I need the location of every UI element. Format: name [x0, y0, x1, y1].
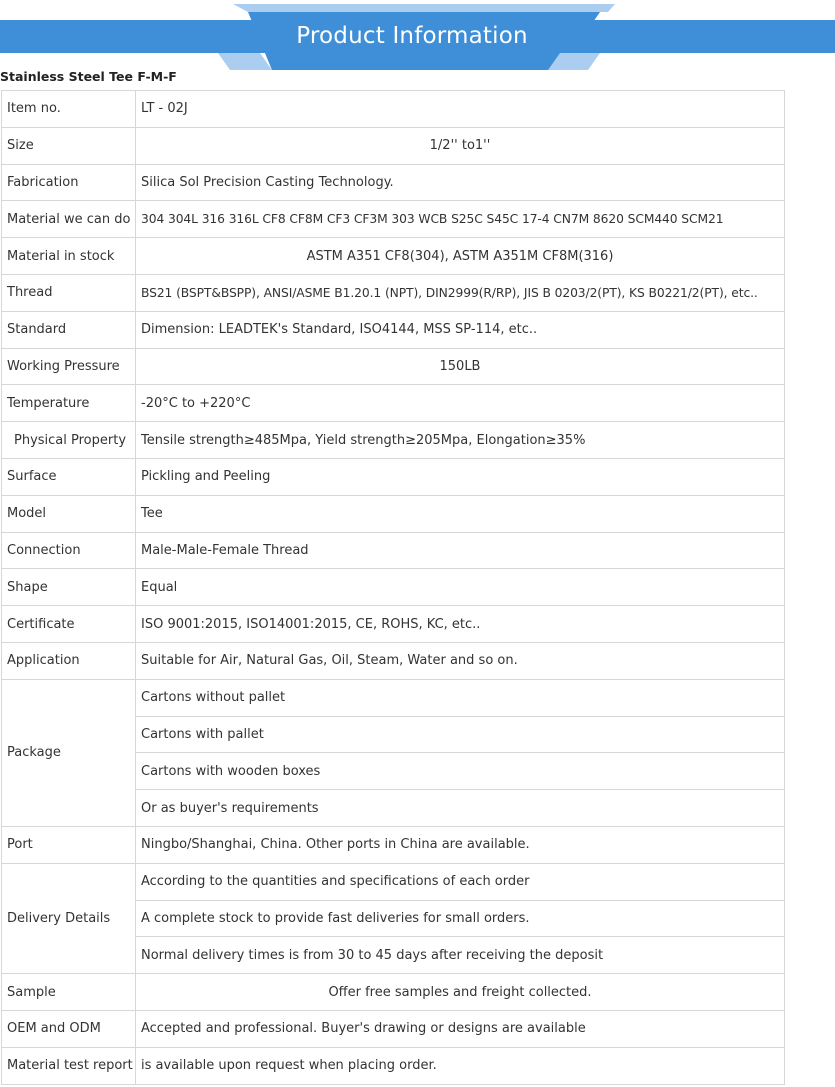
row-label: Sample [2, 974, 136, 1011]
row-label: Material in stock [2, 238, 136, 275]
row-label: Thread [2, 274, 136, 311]
row-label: Application [2, 642, 136, 679]
row-value: Equal [136, 569, 785, 606]
row-value: Tee [136, 495, 785, 532]
table-row [2, 974, 785, 1011]
table-row [2, 311, 785, 348]
row-label: Material test report [2, 1047, 136, 1084]
row-value: Suitable for Air, Natural Gas, Oil, Steam, Water and so on. [136, 642, 785, 679]
row-value: Pickling and Peeling [136, 458, 785, 495]
spec-table [1, 90, 785, 1085]
row-value: 150LB [136, 348, 785, 385]
row-value: Cartons without pallet [136, 679, 785, 716]
row-value: Or as buyer's requirements [136, 790, 785, 827]
table-row [2, 274, 785, 311]
row-value: Ningbo/Shanghai, China. Other ports in China are available. [136, 826, 785, 863]
row-value: According to the quantities and specifications of each order [136, 863, 785, 900]
row-label: Material we can do [2, 201, 136, 238]
row-label: Physical Property [2, 422, 136, 459]
row-value: Tensile strength≥485Mpa, Yield strength≥205Mpa, Elongation≥35% [136, 422, 785, 459]
row-value: Cartons with pallet [136, 716, 785, 753]
row-label: Port [2, 826, 136, 863]
row-value: A complete stock to provide fast deliveries for small orders. [136, 900, 785, 937]
row-value: -20°C to +220°C [136, 385, 785, 422]
row-label: Surface [2, 458, 136, 495]
row-label: Size [2, 127, 136, 164]
row-value: 1/2'' to1'' [136, 127, 785, 164]
table-row [2, 238, 785, 275]
table-row [2, 642, 785, 679]
table-row [2, 1047, 785, 1084]
product-info-banner [0, 0, 835, 70]
table-row [2, 91, 785, 128]
row-value: ASTM A351 CF8(304), ASTM A351M CF8M(316) [136, 238, 785, 275]
row-value: BS21 (BSPT&BSPP), ANSI/ASME B1.20.1 (NPT), DIN2999(R/RP), JIS B 0203/2(PT), KS B0221/2(PT), etc.. [136, 274, 785, 311]
table-row [2, 1010, 785, 1047]
table-row [2, 164, 785, 201]
table-row [2, 385, 785, 422]
table-row [2, 422, 785, 459]
row-value: Normal delivery times is from 30 to 45 days after receiving the deposit [136, 937, 785, 974]
table-row [2, 495, 785, 532]
row-value: 304 304L 316 316L CF8 CF8M CF3 CF3M 303 WCB S25C S45C 17-4 CN7M 8620 SCM440 SCM21 [136, 201, 785, 238]
banner-accent-top [233, 4, 615, 12]
table-row [2, 606, 785, 643]
table-row [2, 532, 785, 569]
row-value: Silica Sol Precision Casting Technology. [136, 164, 785, 201]
row-label: Model [2, 495, 136, 532]
row-label: Item no. [2, 91, 136, 128]
row-label: Delivery Details [2, 863, 136, 973]
banner-accent-left [218, 53, 272, 70]
table-row [2, 127, 785, 164]
product-title: Stainless Steel Tee F-M-F [0, 69, 177, 84]
row-label: Connection [2, 532, 136, 569]
row-label: Certificate [2, 606, 136, 643]
row-value: LT - 02J [136, 91, 785, 128]
row-label: Working Pressure [2, 348, 136, 385]
row-value: Accepted and professional. Buyer's drawing or designs are available [136, 1010, 785, 1047]
row-value: ISO 9001:2015, ISO14001:2015, CE, ROHS, KC, etc.. [136, 606, 785, 643]
row-label: Shape [2, 569, 136, 606]
table-row [2, 826, 785, 863]
row-value: Male-Male-Female Thread [136, 532, 785, 569]
table-row [2, 863, 785, 900]
table-row [2, 348, 785, 385]
banner-title: Product Information [296, 23, 528, 49]
row-label: Temperature [2, 385, 136, 422]
row-value: Cartons with wooden boxes [136, 753, 785, 790]
table-row [2, 458, 785, 495]
table-row [2, 569, 785, 606]
row-value: Dimension: LEADTEK's Standard, ISO4144, MSS SP-114, etc.. [136, 311, 785, 348]
table-row [2, 679, 785, 716]
table-row [2, 201, 785, 238]
row-label: Fabrication [2, 164, 136, 201]
row-value: is available upon request when placing order. [136, 1047, 785, 1084]
row-value: Offer free samples and freight collected. [136, 974, 785, 1011]
row-label: Package [2, 679, 136, 826]
row-label: Standard [2, 311, 136, 348]
row-label: OEM and ODM [2, 1010, 136, 1047]
